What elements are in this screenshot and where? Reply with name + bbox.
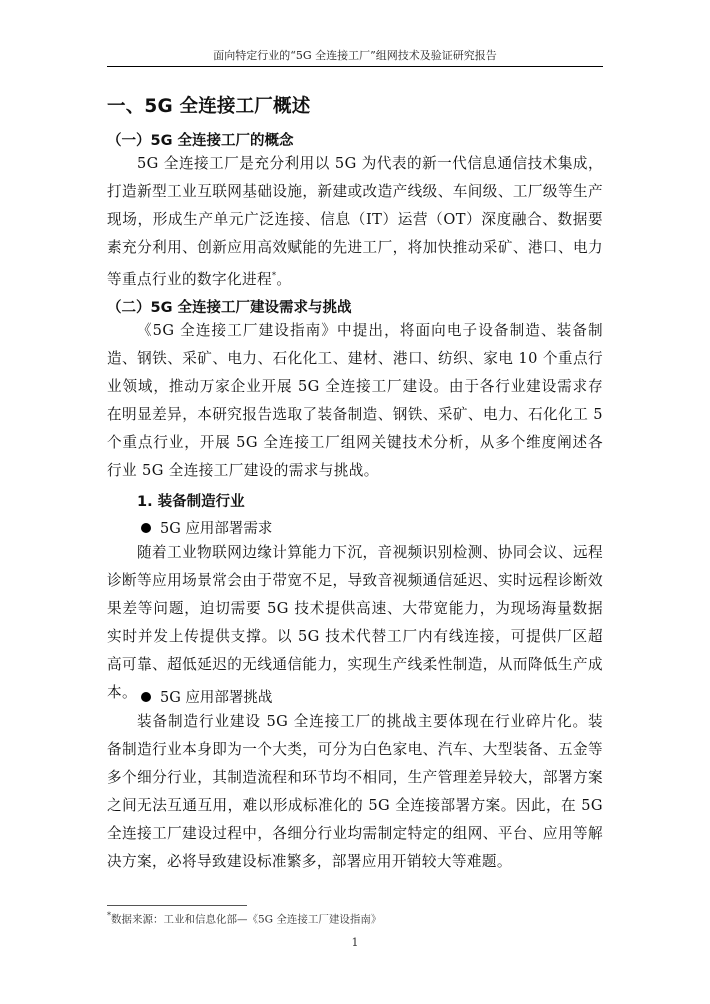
paragraph-concept-text: 5G 全连接工厂是充分利用以 5G 为代表的新一代信息通信技术集成，打造新型工业互联网基础设施，新建或改造产线级、车间级、工厂级等生产现场，形成生产单元广泛连接、信息（IT）运营（OT）深度融合、数据要素充分利用、创新应用高效赋能的先进工厂，将加快推动采矿、港口、电力等重点行业的数字化进程	[107, 155, 603, 288]
subsection-title-challenges: （二）5G 全连接工厂建设需求与挑战	[107, 300, 352, 316]
paragraph-concept-end: 。	[276, 270, 292, 288]
footnote	[107, 911, 381, 927]
bullet-label: 5G 应用部署挑战	[160, 690, 273, 706]
paragraph-deployment-challenges: 装备制造行业建设 5G 全连接工厂的挑战主要体现在行业碎片化。装备制造行业本身即为一个大类，可分为白色家电、汽车、大型装备、五金等多个细分行业，其制造流程和环节均不相同，生产管理差异较大，部署方案之间无法互通互用，难以形成标准化的 5G 全连接部署方案。因此，在 5G 全连接工厂建设过程中，各细分行业均需制定特定的组网、平台、应用等解决方案，必将导致建设标准繁多，部署应用开销较大等难题。	[107, 713, 603, 870]
paragraph-deployment-needs: 随着工业物联网边缘计算能力下沉，音视频识别检测、协同会议、远程诊断等应用场景常会由于带宽不足，导致音视频通信延迟、实时远程诊断效果差等问题，迫切需要 5G 技术提供高速、大带宽能力，为现场海量数据实时并发上传提供支撑。以 5G 技术代替工厂内有线连接，可提供厂区超高可靠、超低延迟的无线通信能力，实现生产线柔性制造，从而降低生产成本。	[107, 544, 603, 701]
footnote-text: 数据来源：工业和信息化部—《5G 全连接工厂建设指南》	[111, 913, 382, 926]
bullet-dot-icon	[141, 692, 151, 702]
bullet-deployment-needs	[141, 517, 272, 538]
paragraph-concept	[107, 150, 603, 294]
footnote-marker: *	[107, 911, 111, 920]
running-header: 面向特定行业的“5G 全连接工厂”组网技术及验证研究报告	[213, 49, 497, 62]
industry-title-equipment: 1. 装备制造行业	[137, 494, 245, 510]
header-rule	[107, 66, 603, 67]
footnote-rule	[107, 905, 247, 906]
bullet-deployment-challenges	[141, 686, 272, 707]
bullet-label: 5G 应用部署需求	[160, 521, 273, 537]
subsection-title-concept: （一）5G 全连接工厂的概念	[107, 133, 294, 149]
bullet-dot-icon	[141, 523, 151, 533]
paragraph-challenges: 《5G 全连接工厂建设指南》中提出，将面向电子设备制造、装备制造、钢铁、采矿、电力、石化化工、建材、港口、纺织、家电 10 个重点行业领域，推动万家企业开展 5G 全连接工厂建设。由于各行业建设需求存在明显差异，本研究报告选取了装备制造、钢铁、采矿、电力、石化化工 5 个重点行业，开展 5G 全连接工厂组网关键技术分析，从多个维度阐述各行业 5G 全连接工厂建设的需求与挑战。	[107, 322, 603, 479]
section-title: 一、5G 全连接工厂概述	[107, 96, 311, 117]
page-number: 1	[351, 936, 359, 949]
footnote-ref: *	[271, 271, 277, 280]
